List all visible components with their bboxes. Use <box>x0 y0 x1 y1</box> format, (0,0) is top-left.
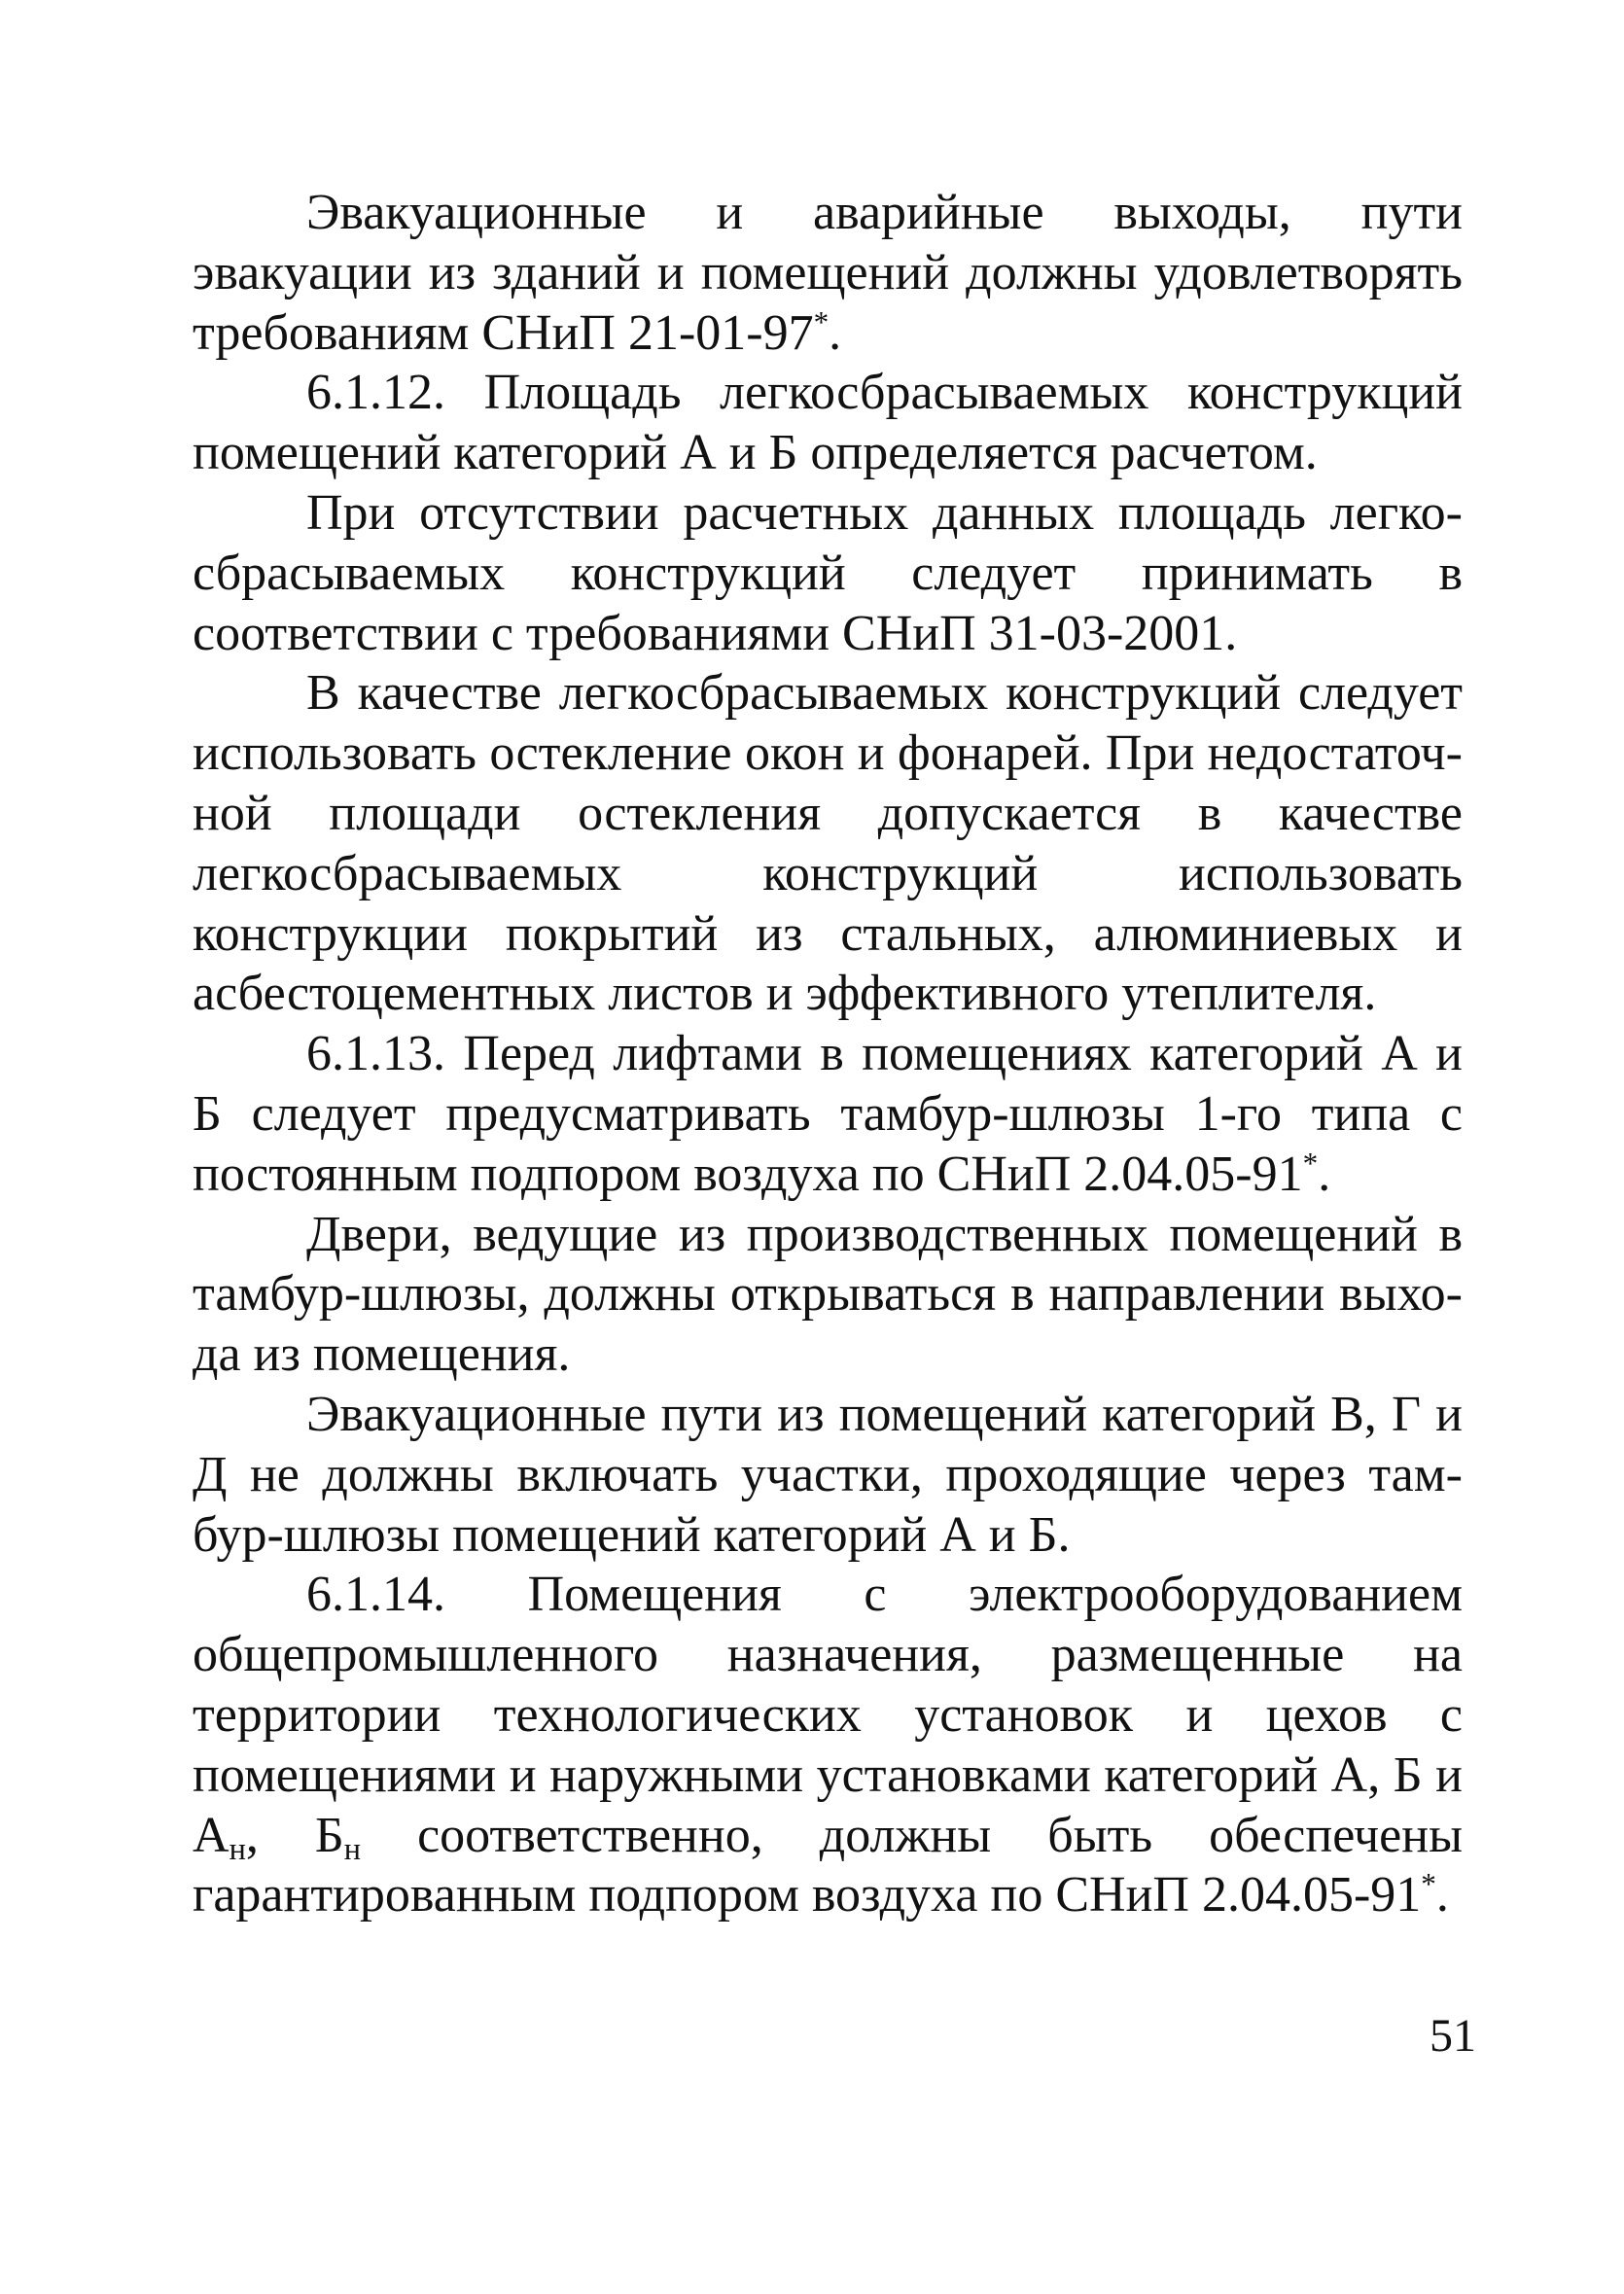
footnote-asterisk: * <box>1421 1867 1436 1902</box>
text-run: . <box>829 304 842 361</box>
paragraph-p7 <box>193 1385 1463 1565</box>
text-run: . <box>1435 1867 1449 1923</box>
subscript-text: н <box>343 1830 362 1866</box>
text-run: При отсутствии расчетных данных площадь легкосбрасываемых конструкций следует принимать в соответствии с требованиями СНиП 31-03-2001. <box>193 484 1463 661</box>
text-run: соответственно, должны быть обеспечены гарантированным подпором воздуха по СНиП 2.04.05-91 <box>193 1807 1464 1923</box>
text-run: 6.1.14. Помещения с электрооборудованием общепромышленного назначения, размещенные на территории технологических установок и цехов с помещениями и наружными установками категорий А, Б и А <box>193 1567 1463 1863</box>
text-run: Эвакуационные пути из помещений категорий В, Г и Д не должны включать участки, проходящие через тамбур-шлюзы помещений категорий А и Б. <box>193 1386 1463 1563</box>
text-run: Двери, ведущие из производственных помещений в тамбур-шлюзы, должны открываться в направлении выхода из помещения. <box>193 1206 1463 1383</box>
subscript-text: н <box>229 1830 246 1866</box>
footnote-asterisk: * <box>813 304 830 339</box>
footnote-asterisk: * <box>1302 1146 1319 1181</box>
page-number: 51 <box>1430 2010 1476 2062</box>
text-run: . <box>1318 1146 1331 1202</box>
text-run: 6.1.12. Площадь легкосбрасываемых конструкций помещений категорий А и Б определяется расчетом. <box>193 365 1463 481</box>
text-run: Эвакуационные и аварийные выходы, пути эвакуации из зданий и помещений должны удовлетворять требованиям СНиП 21-01-97 <box>193 185 1463 361</box>
text-run: , Б <box>245 1807 344 1863</box>
text-run: В качестве легкосбрасываемых конструкций следует использовать остекление окон и фонарей. При недостаточной площади остекления допускается в качестве легкосбрасываемых конструкций использовать конструкции покрытий из стальных, алюминиевых и асбестоцементных листов и эффективного утеплителя. <box>193 665 1463 1022</box>
paragraph-p5 <box>193 1024 1463 1204</box>
text-run: 6.1.13. Перед лифтами в помещениях категорий А и Б следует предусматривать тамбур-шлюзы 1-го типа с постоянным подпором воздуха по СНиП 2.04.05-91 <box>193 1026 1463 1202</box>
paragraph-p6 <box>193 1205 1463 1385</box>
paragraph-p4 <box>193 663 1463 1024</box>
body-text <box>193 183 1463 1925</box>
paragraph-p8 <box>193 1565 1463 1925</box>
paragraph-p1 <box>193 183 1463 363</box>
paragraph-p3 <box>193 483 1463 663</box>
paragraph-p2 <box>193 363 1463 483</box>
